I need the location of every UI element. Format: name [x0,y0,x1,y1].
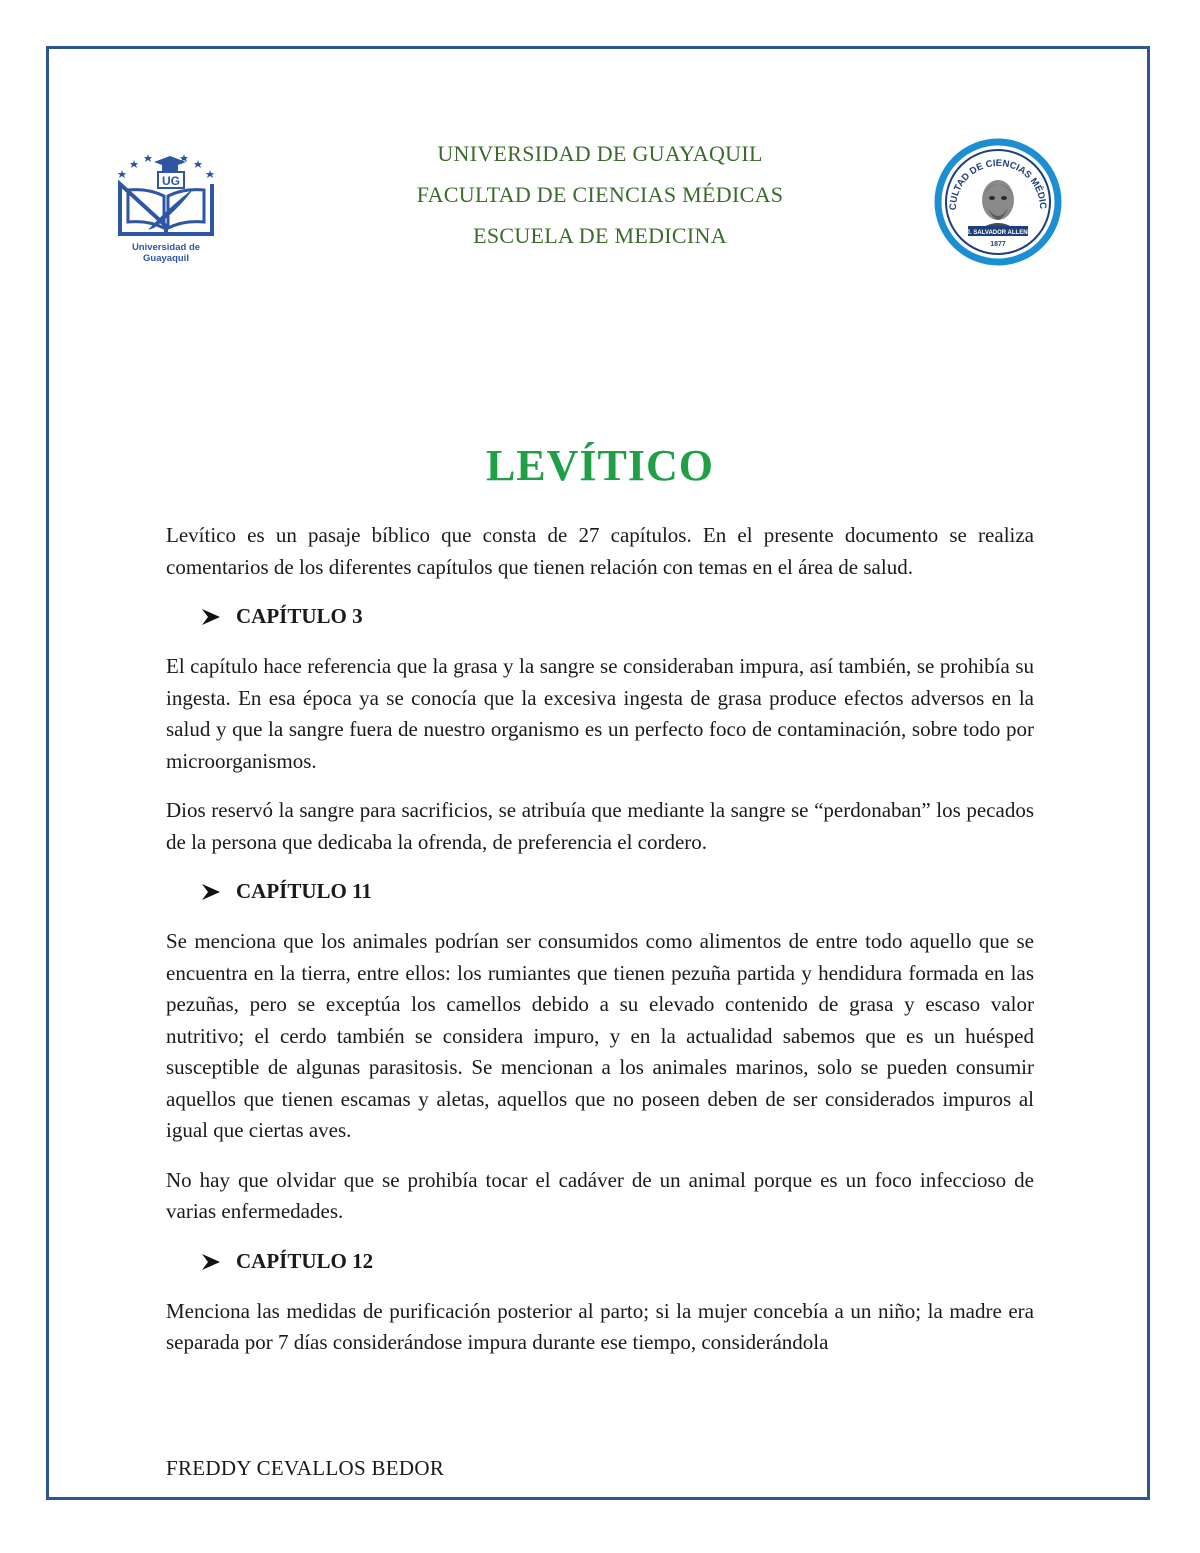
document-body [166,520,1034,1377]
chapter-heading-label: CAPÍTULO 11 [236,879,372,904]
institution-header [300,138,900,261]
chapter-11-paragraph-1: Se menciona que los animales podrían ser consumidos como alimentos de entre todo aquello que se encuentra en la tierra, entre ellos: los rumiantes que tienen pezuña partida y hendidura formada en las pezuñas, pero se exceptúa los camellos debido a su elevado contenido de grasa y escaso valor nutritivo; el cerdo también se considera impuro, y en la actualidad sabemos que es un huésped susceptible de algunas parasitosis. Se mencionan a los animales marinos, solo se pueden consumir aquellos que tienen escamas y aletas, aquellos que no poseen deben de ser considerados impuros al igual que ciertas aves. [166,929,1034,1142]
arrow-bullet-icon [200,1253,222,1271]
chapter-3-paragraph-2: Dios reservó la sangre para sacrificios, se atribuía que mediante la sangre se “perdonaban” los pecados de la persona que dedicaba la ofrenda, de preferencia el cordero. [166,798,1034,854]
faculty-seal-logo [934,138,1062,266]
chapter-3-paragraph-1: El capítulo hace referencia que la grasa y la sangre se consideraban impura, así también, se prohibía su ingesta. En esa época ya se conocía que la excesiva ingesta de grasa produce efectos adversos en la salud y que la sangre fuera de nuestro organismo es un perfecto foco de contaminación, sobre todo por microorganismos. [166,654,1034,773]
faculty-seal-icon [934,138,1062,266]
chapter-heading-12 [200,1246,1034,1278]
chapter-12-paragraph-1: Menciona las medidas de purificación posterior al parto; si la mujer concebía a un niño; la madre era separada por 7 días considerándose impura durante ese tiempo, considerándola [166,1298,1034,1354]
chapter-heading-11 [200,876,1034,908]
chapter-heading-3 [200,601,1034,633]
school-name: ESCUELA DE MEDICINA [473,223,727,248]
university-logo [108,148,224,264]
university-name: UNIVERSIDAD DE GUAYAQUIL [437,141,763,166]
author-footer: FREDDY CEVALLOS BEDOR [166,1456,445,1480]
faculty-seal-year: 1877 [990,241,1006,248]
intro-paragraph: Levítico es un pasaje bíblico que consta de 27 capítulos. En el presente documento se realiza comentarios de los diferentes capítulos que tienen relación con temas en el área de salud. [166,523,1034,579]
university-book-icon [108,148,224,242]
faculty-seal-name: P. J. SALVADOR ALLENDE [960,230,1036,236]
arrow-bullet-icon [200,608,222,626]
chapter-heading-label: CAPÍTULO 3 [236,604,363,629]
chapter-heading-label: CAPÍTULO 12 [236,1248,374,1273]
chapter-11-paragraph-2: No hay que olvidar que se prohibía tocar el cadáver de un animal porque es un foco infeccioso de varias enfermedades. [166,1167,1034,1223]
university-logo-letters: UG [162,174,180,188]
university-logo-caption: Universidad de Guayaquil [131,242,201,264]
faculty-seal-ring-text: CULTAD DE CIENCIAS MÉDIC [947,157,1049,211]
faculty-name: FACULTAD DE CIENCIAS MÉDICAS [416,182,784,207]
arrow-bullet-icon [200,883,222,901]
document-title: LEVÍTICO [485,441,715,490]
